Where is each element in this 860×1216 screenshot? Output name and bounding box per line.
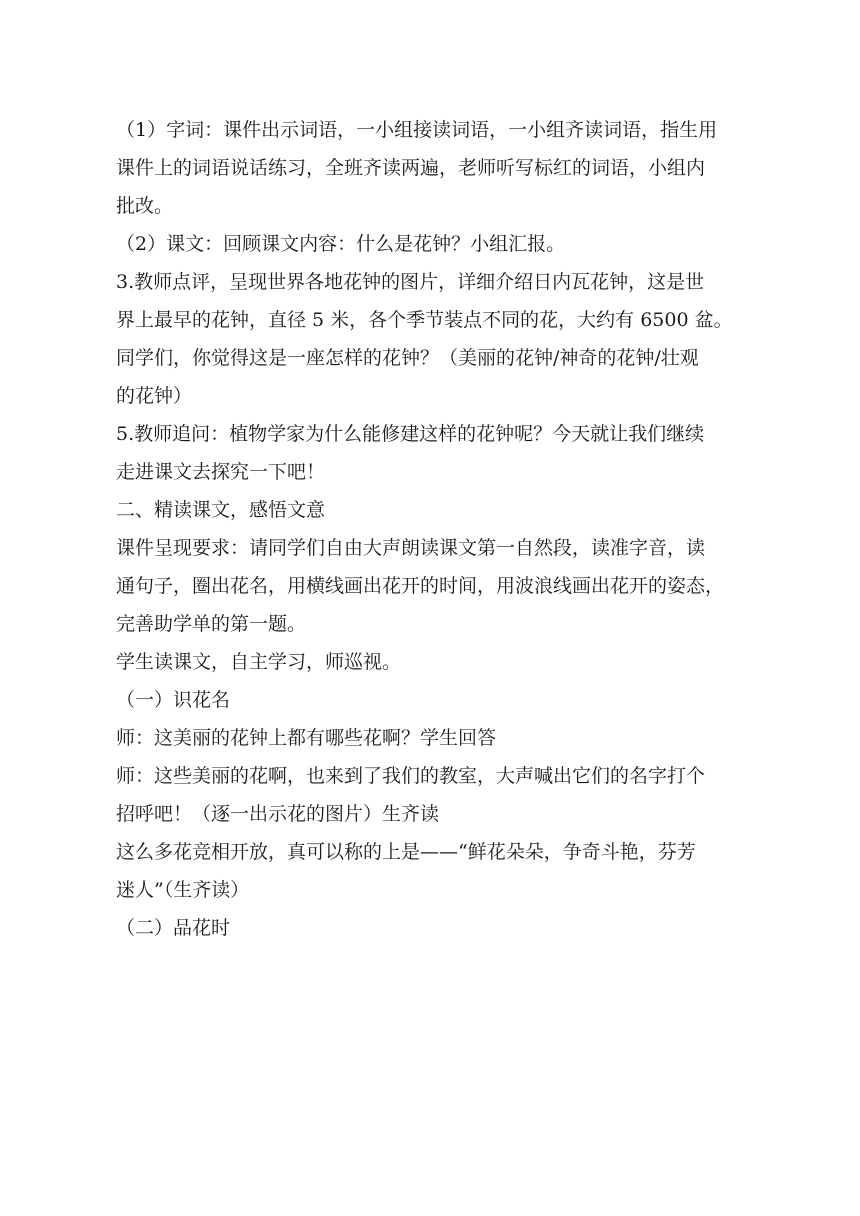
text-line: 这么多花竞相开放，真可以称的上是——“鲜花朵朵，争奇斗艳，芬芳	[116, 841, 696, 863]
subsection-heading: （一）识花名	[116, 689, 231, 711]
text-line: 师：这些美丽的花啊，也来到了我们的教室，大声喊出它们的名字打个	[116, 765, 706, 787]
text-line: 招呼吧！（逐一出示花的图片）生齐读	[116, 803, 440, 825]
text-line: 完善助学单的第一题。	[116, 613, 307, 635]
text-line: 批改。	[116, 195, 174, 217]
text-line: 学生读课文，自主学习，师巡视。	[116, 651, 402, 673]
text-line: 3.教师点评，呈现世界各地花钟的图片，详细介绍日内瓦花钟，这是世	[116, 271, 705, 293]
text-line: 通句子，圈出花名，用横线画出花开的时间，用波浪线画出花开的姿态，	[116, 575, 725, 597]
text-line: （1）字词：课件出示词语，一小组接读词语，一小组齐读词语，指生用	[116, 119, 718, 141]
subsection-heading: （二）品花时	[116, 917, 231, 939]
text-line: 的花钟）	[116, 385, 193, 407]
text-line: 迷人”（生齐读）	[116, 879, 250, 901]
text-line: 走进课文去探究一下吧！	[116, 461, 326, 483]
section-heading: 二、精读课文，感悟文意	[116, 499, 326, 521]
text-line: 同学们，你觉得这是一座怎样的花钟？（美丽的花钟/神奇的花钟/壮观	[116, 347, 699, 369]
text-line: 课件上的词语说话练习，全班齐读两遍，老师听写标红的词语，小组内	[116, 157, 706, 179]
text-line: 师：这美丽的花钟上都有哪些花啊？学生回答	[116, 727, 497, 749]
text-line: （2）课文：回顾课文内容：什么是花钟？小组汇报。	[116, 233, 566, 255]
document-body	[116, 111, 746, 947]
text-line: 5.教师追问：植物学家为什么能修建这样的花钟呢？今天就让我们继续	[116, 423, 705, 445]
text-line: 课件呈现要求：请同学们自由大声朗读课文第一自然段，读准字音，读	[116, 537, 706, 559]
text-line: 界上最早的花钟，直径 5 米，各个季节装点不同的花，大约有 6500 盆。	[116, 309, 733, 331]
